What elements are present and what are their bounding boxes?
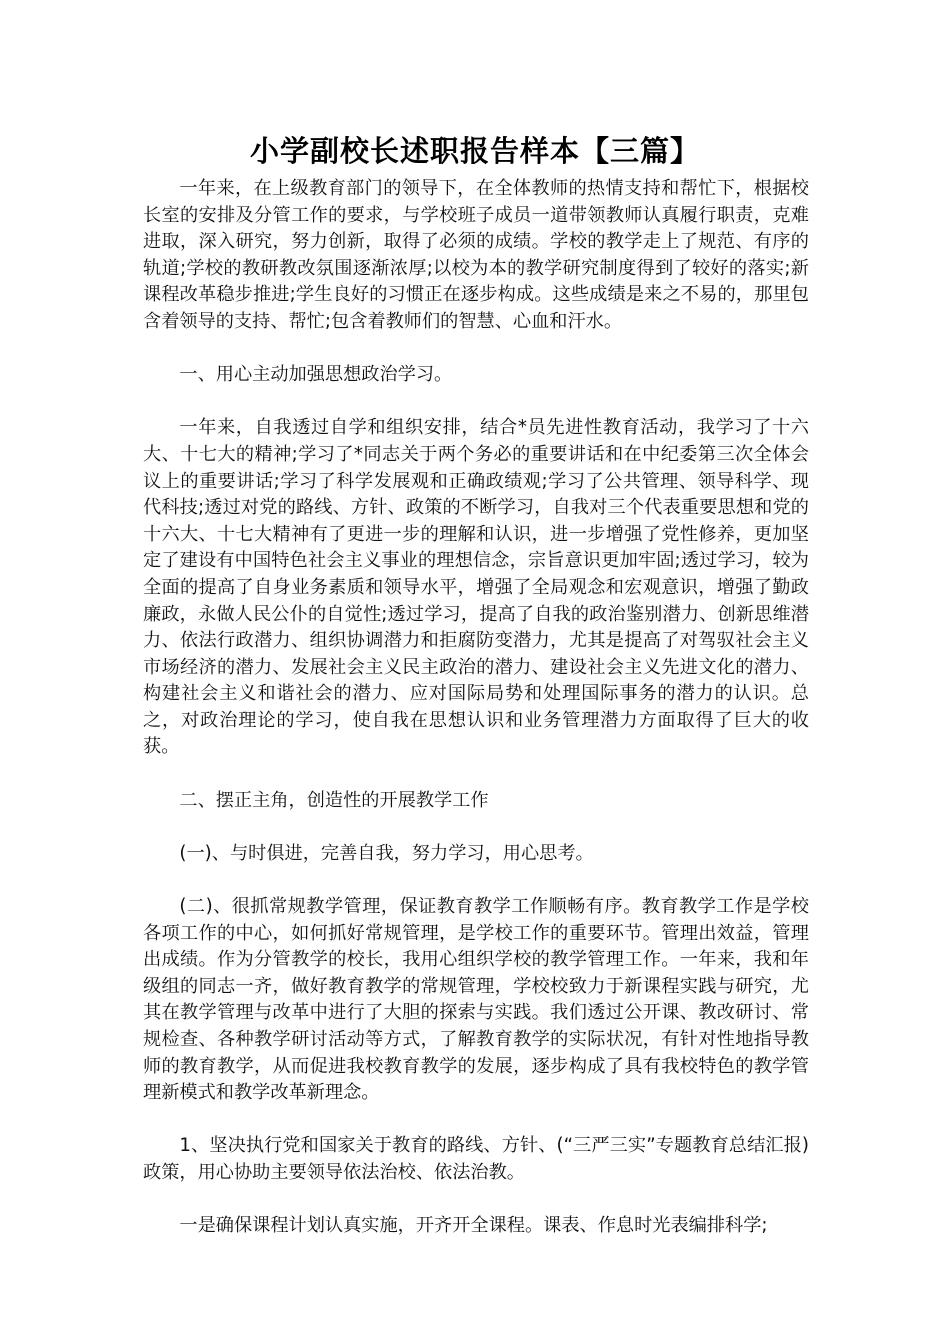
document-title: 小学副校长述职报告样本【三篇】	[249, 134, 700, 168]
section-heading-2: 二、摆正主角，创造性的开展教学工作	[179, 789, 489, 811]
curriculum-paragraph: 一是确保课程计划认真实施，开齐开全课程。课表、作息时光表编排科学;	[179, 1215, 768, 1237]
document-body	[143, 176, 809, 1266]
policy-paragraph: 1、坚决执行党和国家关于教育的路线、方针、(“三严三实”专题教育总结汇报)政策，用心协助主要领导依法治校、依法治教。	[143, 1135, 809, 1183]
section-heading-1: 一、用心主动加强思想政治学习。	[179, 364, 453, 386]
intro-paragraph: 一年来，在上级教育部门的领导下，在全体教师的热情支持和帮忙下，根据校长室的安排及分管工作的要求，与学校班子成员一道带领教师认真履行职责，克难进取，深入研究，努力创新，取得了必须的成绩。学校的教学走上了规范、有序的轨道;学校的教研教改氛围逐渐浓厚;以校为本的教学研究制度得到了较好的落实;新课程改革稳步推进;学生良好的习惯正在逐步构成。这些成绩是来之不易的，那里包含着领导的支持、帮忙;包含着教师们的智慧、心血和汗水。	[143, 178, 809, 332]
political-study-paragraph: 一年来，自我透过自学和组织安排，结合*员先进性教育活动，我学习了十六大、十七大的精神;学习了*同志关于两个务必的重要讲话和在中纪委第三次全体会议上的重要讲话;学习了科学发展观和正确政绩观;学习了公共管理、领导科学、现代科技;透过对党的路线、方针、政策的不断学习，自我对三个代表重要思想和党的十六大、十七大精神有了更进一步的理解和认识，进一步增强了党性修养，更加坚定了建设有中国特色社会主义事业的理想信念，宗旨意识更加牢固;透过学习，较为全面的提高了自身业务素质和领导水平，增强了全局观念和宏观意识，增强了勤政廉政，永做人民公仆的自觉性;透过学习，提高了自我的政治鉴别潜力、创新思维潜力、依法行政潜力、组织协调潜力和拒腐防变潜力，尤其是提高了对驾驭社会主义市场经济的潜力、发展社会主义民主政治的潜力、建设社会主义先进文化的潜力、构建社会主义和谐社会的潜力、应对国际局势和处理国际事务的潜力的认识。总之，对政治理论的学习，使自我在思想认识和业务管理潜力方面取得了巨大的收获。	[143, 417, 809, 758]
teaching-management-paragraph: (二)、很抓常规教学管理，保证教育教学工作顺畅有序。教育教学工作是学校各项工作的中心，如何抓好常规管理，是学校工作的重要环节。管理出效益，管理出成绩。作为分管教学的校长，我用心组织学校的教学管理工作。一年来，我和年级组的同志一齐，做好教育教学的常规管理，学校校致力于新课程实践与研究，尤其在教学管理与改革中进行了大胆的探索与实践。我们透过公开课、教改研讨、常规检查、各种教学研讨活动等方式，了解教育教学的实际状况，有针对性地指导教师的教育教学，从而促进我校教育教学的发展，逐步构成了具有我校特色的教学管理新模式和教学改革新理念。	[143, 896, 809, 1104]
subsection-heading-1: (一)、与时俱进，完善自我，努力学习，用心思考。	[179, 842, 594, 864]
